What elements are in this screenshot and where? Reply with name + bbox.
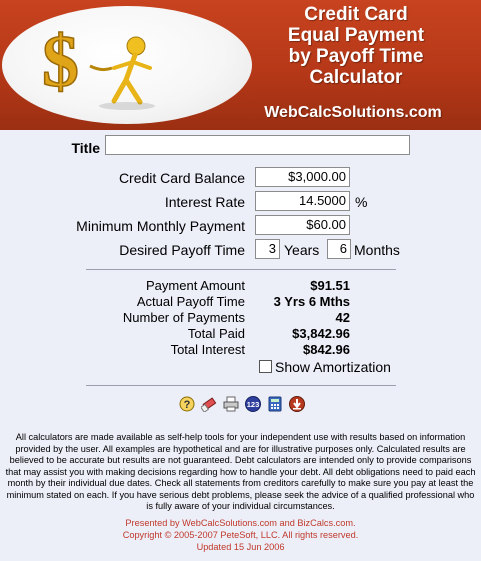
svg-text:?: ? (183, 399, 191, 411)
result-value: 3 Yrs 6 Mths (273, 294, 350, 309)
result-label: Actual Payoff Time (136, 294, 245, 309)
svg-text:123: 123 (246, 400, 260, 409)
print-icon[interactable] (223, 396, 239, 412)
title-line: by Payoff Time (288, 46, 424, 67)
result-value: 42 (335, 310, 350, 325)
years-unit: Years (284, 242, 320, 258)
result-label: Payment Amount (146, 278, 245, 293)
calculator-title (256, 4, 456, 88)
months-input[interactable]: 6 (327, 239, 351, 259)
result-value: $91.51 (310, 278, 350, 293)
min-payment-input[interactable]: $60.00 (255, 215, 350, 235)
title-line: Credit Card (304, 4, 408, 25)
eraser-icon[interactable] (201, 396, 217, 412)
header-banner (0, 0, 481, 130)
rate-label: Interest Rate (164, 194, 245, 210)
payoff-label: Desired Payoff Time (119, 242, 245, 258)
result-value: $3,842.96 (292, 326, 350, 341)
min-payment-label: Minimum Monthly Payment (76, 218, 245, 234)
show-amortization-checkbox[interactable] (259, 360, 272, 373)
result-value: $842.96 (303, 342, 350, 357)
rate-input[interactable]: 14.5000 (255, 191, 350, 211)
divider (86, 385, 396, 386)
title-input[interactable] (105, 135, 410, 155)
help-icon[interactable] (179, 396, 195, 412)
title-line: Calculator (309, 67, 403, 88)
show-amortization-label[interactable]: Show Amortization (275, 359, 391, 375)
result-label: Total Paid (187, 326, 245, 341)
download-icon[interactable] (289, 396, 305, 412)
logo-oval (2, 6, 252, 124)
disclaimer-text: All calculators are made available as self-help tools for your independent use with results based on information provided by the user. All examples are hypothetical and are for illustrative purposes only. Calculated results are believed to be accurate but results are not guaranteed. Debt calculators are intended only to provide comparisons that may assist you with making decisions regarding how to handle your debt. All debt obligations need to paid each month by their individual due dates. Check all statements from creditors carefully to make sure you pay at least the minimum stated on each. If you have serious debt problems, please seek the advice of a qualified professional who is fully aware of your individual circumstances. (5, 432, 476, 511)
site-url: WebCalcSolutions.com (264, 104, 442, 121)
copyright-text: Copyright © 2005-2007 PeteSoft, LLC. All rights reserved. (122, 530, 359, 540)
years-input[interactable]: 3 (255, 239, 280, 259)
result-label: Total Interest (170, 342, 245, 357)
presented-by-link[interactable]: Presented by WebCalcSolutions.com and BizCalcs.com. (125, 518, 356, 528)
rate-unit: % (355, 194, 368, 210)
result-label: Number of Payments (122, 310, 245, 325)
title-label: Title (71, 140, 100, 156)
number-format-icon[interactable] (245, 396, 261, 412)
dollar-sign-figure-icon (2, 6, 252, 124)
svg-text:$: $ (42, 21, 79, 103)
months-unit: Months (354, 242, 400, 258)
divider (86, 269, 396, 270)
balance-input[interactable]: $3,000.00 (255, 167, 350, 187)
updated-text: Updated 15 Jun 2006 (196, 542, 285, 552)
calculator-icon[interactable] (267, 396, 283, 412)
title-line: Equal Payment (287, 25, 425, 46)
balance-label: Credit Card Balance (118, 170, 245, 186)
